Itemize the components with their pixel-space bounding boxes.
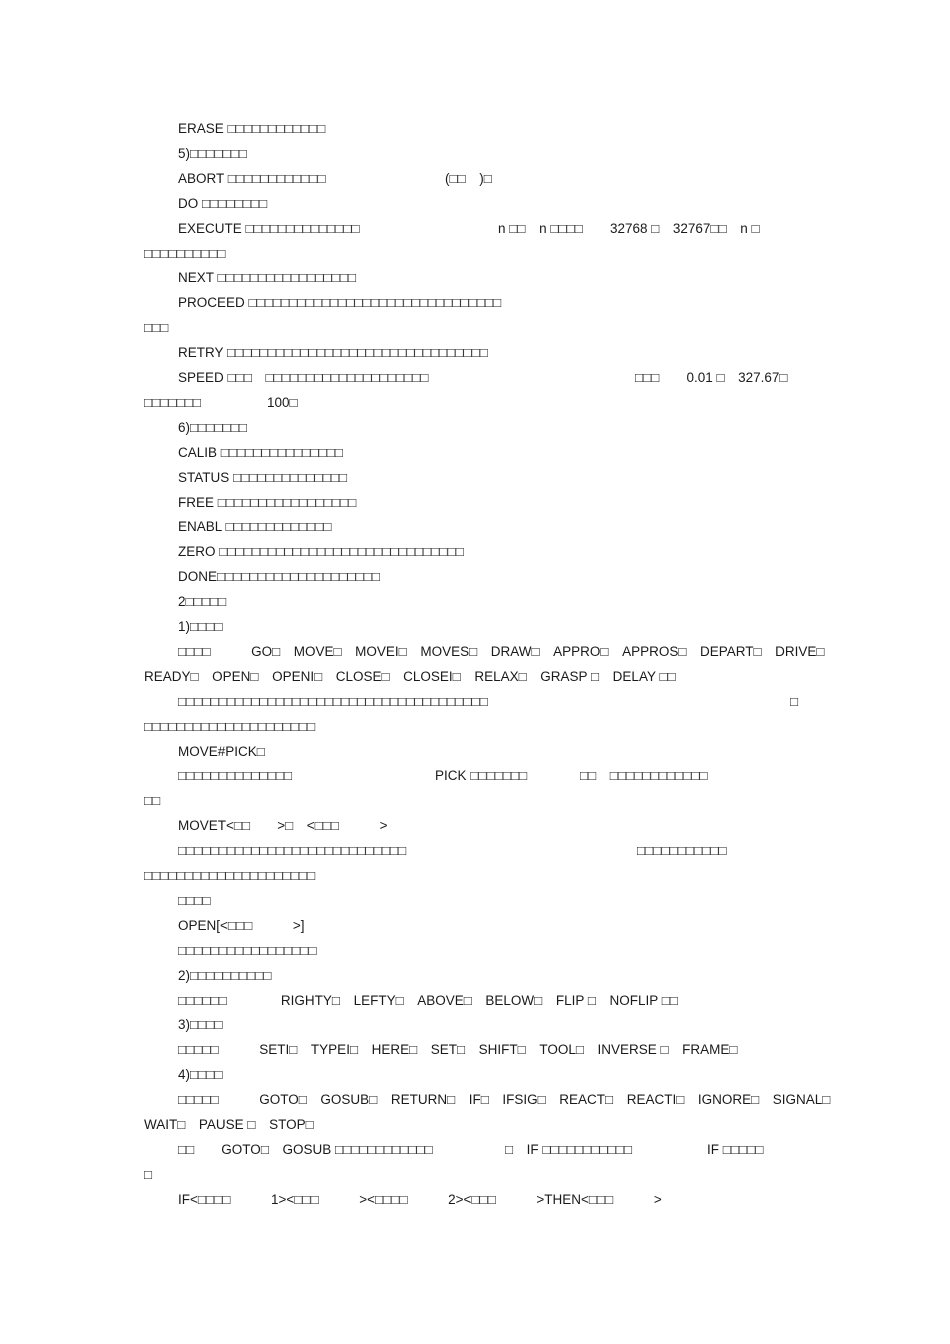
text-line bbox=[0, 343, 950, 363]
text-line bbox=[0, 667, 950, 687]
text-segment: □□□□□□□□□□□□□□□□□□□□□□□□□□□□ bbox=[178, 843, 407, 859]
text-segment: MOVET<□□ >□ <□□□ > bbox=[178, 818, 388, 834]
text-segment: DONE□□□□□□□□□□□□□□□□□□□□ bbox=[178, 569, 381, 585]
text-line bbox=[0, 1040, 950, 1060]
text-line bbox=[0, 991, 950, 1011]
text-line bbox=[0, 368, 950, 388]
text-line bbox=[0, 766, 950, 786]
text-segment: CALIB □□□□□□□□□□□□□□□ bbox=[178, 444, 344, 460]
text-segment: IF<□□□□ 1><□□□ ><□□□□ 2><□□□ >THEN<□□□ > bbox=[178, 1191, 662, 1207]
text-segment: (□□ )□ bbox=[445, 170, 492, 186]
text-line bbox=[0, 891, 950, 911]
text-segment: 2)□□□□□□□□□□ bbox=[178, 967, 272, 983]
text-segment: □ bbox=[790, 693, 799, 709]
text-segment: 100□ bbox=[267, 394, 298, 410]
text-segment: ZERO □□□□□□□□□□□□□□□□□□□□□□□□□□□□□□ bbox=[178, 544, 464, 560]
text-segment: □□□□ bbox=[178, 892, 211, 908]
text-segment: READY□ OPEN□ OPENI□ CLOSE□ CLOSEI□ RELAX□ GRASP □ DELAY □□ bbox=[144, 668, 676, 684]
text-segment: SPEED □□□ □□□□□□□□□□□□□□□□□□□□ bbox=[178, 370, 429, 385]
text-line bbox=[0, 966, 950, 986]
text-segment: □□□□ GO□ MOVE□ MOVEI□ MOVES□ DRAW□ APPRO□ APPROS□ DEPART□ DRIVE□ bbox=[178, 643, 825, 659]
text-line bbox=[0, 418, 950, 438]
text-line bbox=[0, 318, 950, 338]
text-segment: □□□□□□□□□□□□□□□□□ bbox=[178, 942, 317, 958]
text-line bbox=[0, 144, 950, 164]
text-line bbox=[0, 1015, 950, 1035]
text-segment: IF □□□□□ bbox=[707, 1141, 764, 1157]
text-line bbox=[0, 293, 950, 313]
text-line bbox=[0, 642, 950, 662]
text-line bbox=[0, 791, 950, 811]
text-line bbox=[0, 119, 950, 139]
text-segment: MOVE#PICK□ bbox=[178, 743, 265, 759]
text-line bbox=[0, 717, 950, 737]
text-segment: STATUS □□□□□□□□□□□□□□ bbox=[178, 469, 348, 485]
text-line bbox=[0, 169, 950, 189]
text-line bbox=[0, 592, 950, 612]
text-segment: □□□□□ GOTO□ GOSUB□ RETURN□ IF□ IFSIG□ REACT□ REACTI□ IGNORE□ SIGNAL□ bbox=[178, 1092, 831, 1108]
text-segment: WAIT□ PAUSE □ STOP□ bbox=[144, 1117, 314, 1132]
text-segment: 5)□□□□□□□ bbox=[178, 145, 248, 161]
text-line bbox=[0, 443, 950, 463]
text-segment: ENABL □□□□□□□□□□□□□ bbox=[178, 519, 332, 535]
text-segment: 3)□□□□ bbox=[178, 1017, 223, 1033]
text-line bbox=[0, 268, 950, 288]
text-segment: 1)□□□□ bbox=[178, 619, 223, 634]
text-line bbox=[0, 1115, 950, 1135]
text-line bbox=[0, 393, 950, 413]
text-line bbox=[0, 1165, 950, 1185]
text-segment: □□□□□□□□□□□□□□□□□□□□□□□□□□□□□□□□□□□□□□ bbox=[178, 693, 488, 709]
text-line bbox=[0, 1140, 950, 1160]
text-line bbox=[0, 194, 950, 214]
text-segment: 2□□□□□ bbox=[178, 594, 227, 610]
text-segment: FREE □□□□□□□□□□□□□□□□□ bbox=[178, 494, 357, 510]
text-segment: PROCEED □□□□□□□□□□□□□□□□□□□□□□□□□□□□□□□ bbox=[178, 295, 502, 311]
text-segment: □□□□□□□□□□ bbox=[144, 245, 226, 261]
text-segment: □□ bbox=[144, 793, 161, 809]
text-segment: □□□□□□□□□□□ bbox=[637, 843, 727, 859]
text-line bbox=[0, 866, 950, 886]
text-segment: DO □□□□□□□□ bbox=[178, 195, 268, 211]
text-line bbox=[0, 567, 950, 587]
text-line bbox=[0, 742, 950, 762]
text-line bbox=[0, 1190, 950, 1210]
text-segment: OPEN[<□□□ >] bbox=[178, 917, 305, 933]
text-segment: □□□□□□□□□□□□□□□□□□□□□ bbox=[144, 718, 316, 734]
text-segment: □□ GOTO□ GOSUB □□□□□□□□□□□□ bbox=[178, 1141, 433, 1157]
text-segment: EXECUTE □□□□□□□□□□□□□□ bbox=[178, 220, 360, 236]
text-segment: NEXT □□□□□□□□□□□□□□□□□ bbox=[178, 270, 357, 286]
text-segment: □□□□□□□□□□□□□□□□□□□□□ bbox=[144, 868, 316, 883]
text-segment: 4)□□□□ bbox=[178, 1067, 223, 1083]
text-segment: □□□ bbox=[144, 320, 169, 336]
text-line bbox=[0, 493, 950, 513]
text-segment: PICK □□□□□□□ bbox=[435, 768, 528, 784]
text-line bbox=[0, 916, 950, 936]
text-segment: □□□□□□□ bbox=[144, 394, 202, 410]
text-line bbox=[0, 244, 950, 264]
text-line bbox=[0, 1065, 950, 1085]
text-line bbox=[0, 219, 950, 239]
text-line bbox=[0, 617, 950, 637]
text-segment: □□□ 0.01 □ 327.67□ bbox=[635, 370, 788, 385]
text-line bbox=[0, 468, 950, 488]
text-segment: □□ □□□□□□□□□□□□ bbox=[580, 768, 708, 784]
text-segment: □□□□□□ RIGHTY□ LEFTY□ ABOVE□ BELOW□ FLIP □ NOFLIP □□ bbox=[178, 992, 679, 1008]
text-segment: RETRY □□□□□□□□□□□□□□□□□□□□□□□□□□□□□□□□ bbox=[178, 345, 488, 361]
text-segment: ERASE □□□□□□□□□□□□ bbox=[178, 121, 326, 136]
text-line bbox=[0, 816, 950, 836]
text-segment: □ bbox=[144, 1166, 153, 1182]
text-line bbox=[0, 692, 950, 712]
text-segment: 6)□□□□□□□ bbox=[178, 419, 248, 435]
text-segment: □□□□□ SETI□ TYPEI□ HERE□ SET□ SHIFT□ TOOL□ INVERSE □ FRAME□ bbox=[178, 1042, 738, 1058]
text-segment: □□□□□□□□□□□□□□ bbox=[178, 768, 293, 784]
text-segment: ABORT □□□□□□□□□□□□ bbox=[178, 170, 326, 186]
text-line bbox=[0, 841, 950, 861]
text-line bbox=[0, 542, 950, 562]
text-segment: n □□ n □□□□ 32768 □ 32767□□ n □ bbox=[498, 220, 760, 236]
text-segment: □ IF □□□□□□□□□□□ bbox=[505, 1141, 633, 1157]
text-line bbox=[0, 1090, 950, 1110]
text-line bbox=[0, 941, 950, 961]
text-line bbox=[0, 517, 950, 537]
